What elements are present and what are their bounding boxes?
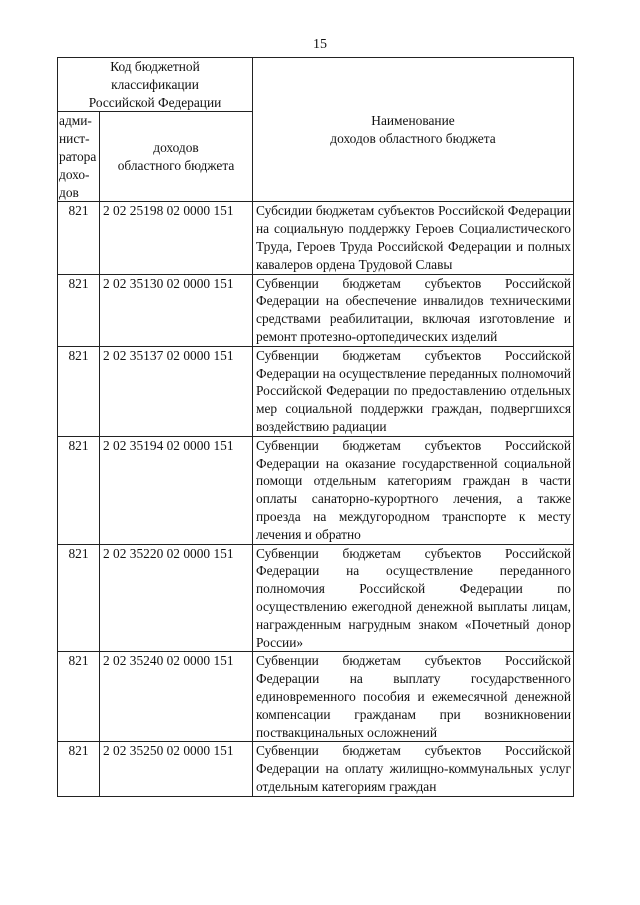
- admin-code-cell: 821: [58, 436, 100, 544]
- income-code-cell: 2 02 35137 02 0000 151: [100, 346, 253, 436]
- table-body: [58, 202, 574, 796]
- page-number: 15: [313, 37, 327, 52]
- table-row: [58, 742, 574, 796]
- budget-income-table: [57, 57, 574, 797]
- income-name-cell: Субвенции бюджетам субъектов Российской Федерации на обеспечение инвалидов техническими средствами реабилитации, включая изготовление и ремонт протезно-ортопедических изделий: [253, 274, 574, 346]
- header-administrator: адми- нист- ратора дохо- дов: [58, 112, 100, 202]
- header-income-name: Наименование доходов областного бюджета: [253, 58, 574, 202]
- admin-code-cell: 821: [58, 274, 100, 346]
- income-name-cell: Субвенции бюджетам субъектов Российской Федерации на оказание государственной социальной помощи отдельным категориям граждан в части оплаты санаторно-курортного лечения, а также проезда на междугородном транспорте к месту лечения и обратно: [253, 436, 574, 544]
- income-code-cell: 2 02 35194 02 0000 151: [100, 436, 253, 544]
- table-row: [58, 436, 574, 544]
- income-name-cell: Субвенции бюджетам субъектов Российской Федерации на выплату государственного единовременного пособия и ежемесячной денежной компенсации гражданам при возникновении поствакцинальных осложнений: [253, 652, 574, 742]
- table-row: [58, 652, 574, 742]
- income-code-cell: 2 02 35250 02 0000 151: [100, 742, 253, 796]
- table-row: [58, 202, 574, 274]
- admin-code-cell: 821: [58, 346, 100, 436]
- income-name-cell: Субвенции бюджетам субъектов Российской Федерации на оплату жилищно-коммунальных услуг отдельным категориям граждан: [253, 742, 574, 796]
- admin-code-cell: 821: [58, 544, 100, 652]
- table-row: [58, 274, 574, 346]
- income-name-cell: Субвенции бюджетам субъектов Российской Федерации на осуществление переданных полномочий Российской Федерации по предоставлению отдельных мер социальной поддержки граждан, подвергшихся воздействию радиации: [253, 346, 574, 436]
- table-row: [58, 346, 574, 436]
- income-code-cell: 2 02 25198 02 0000 151: [100, 202, 253, 274]
- admin-code-cell: 821: [58, 652, 100, 742]
- income-name-cell: Субсидии бюджетам субъектов Российской Федерации на социальную поддержку Героев Социалистического Труда, Героев Труда Российской Федерации и полных кавалеров ордена Трудовой Славы: [253, 202, 574, 274]
- table-row: [58, 544, 574, 652]
- income-code-cell: 2 02 35130 02 0000 151: [100, 274, 253, 346]
- admin-code-cell: 821: [58, 202, 100, 274]
- income-name-cell: Субвенции бюджетам субъектов Российской Федерации на осуществление переданного полномочия Российской Федерации по осуществлению ежегодной денежной выплаты лицам, награжденным нагрудным знаком «Почетный донор России»: [253, 544, 574, 652]
- header-income-code: доходов областного бюджета: [100, 112, 253, 202]
- income-code-cell: 2 02 35240 02 0000 151: [100, 652, 253, 742]
- income-code-cell: 2 02 35220 02 0000 151: [100, 544, 253, 652]
- admin-code-cell: 821: [58, 742, 100, 796]
- header-budget-classification-code: Код бюджетной классификации Российской Федерации: [58, 58, 253, 112]
